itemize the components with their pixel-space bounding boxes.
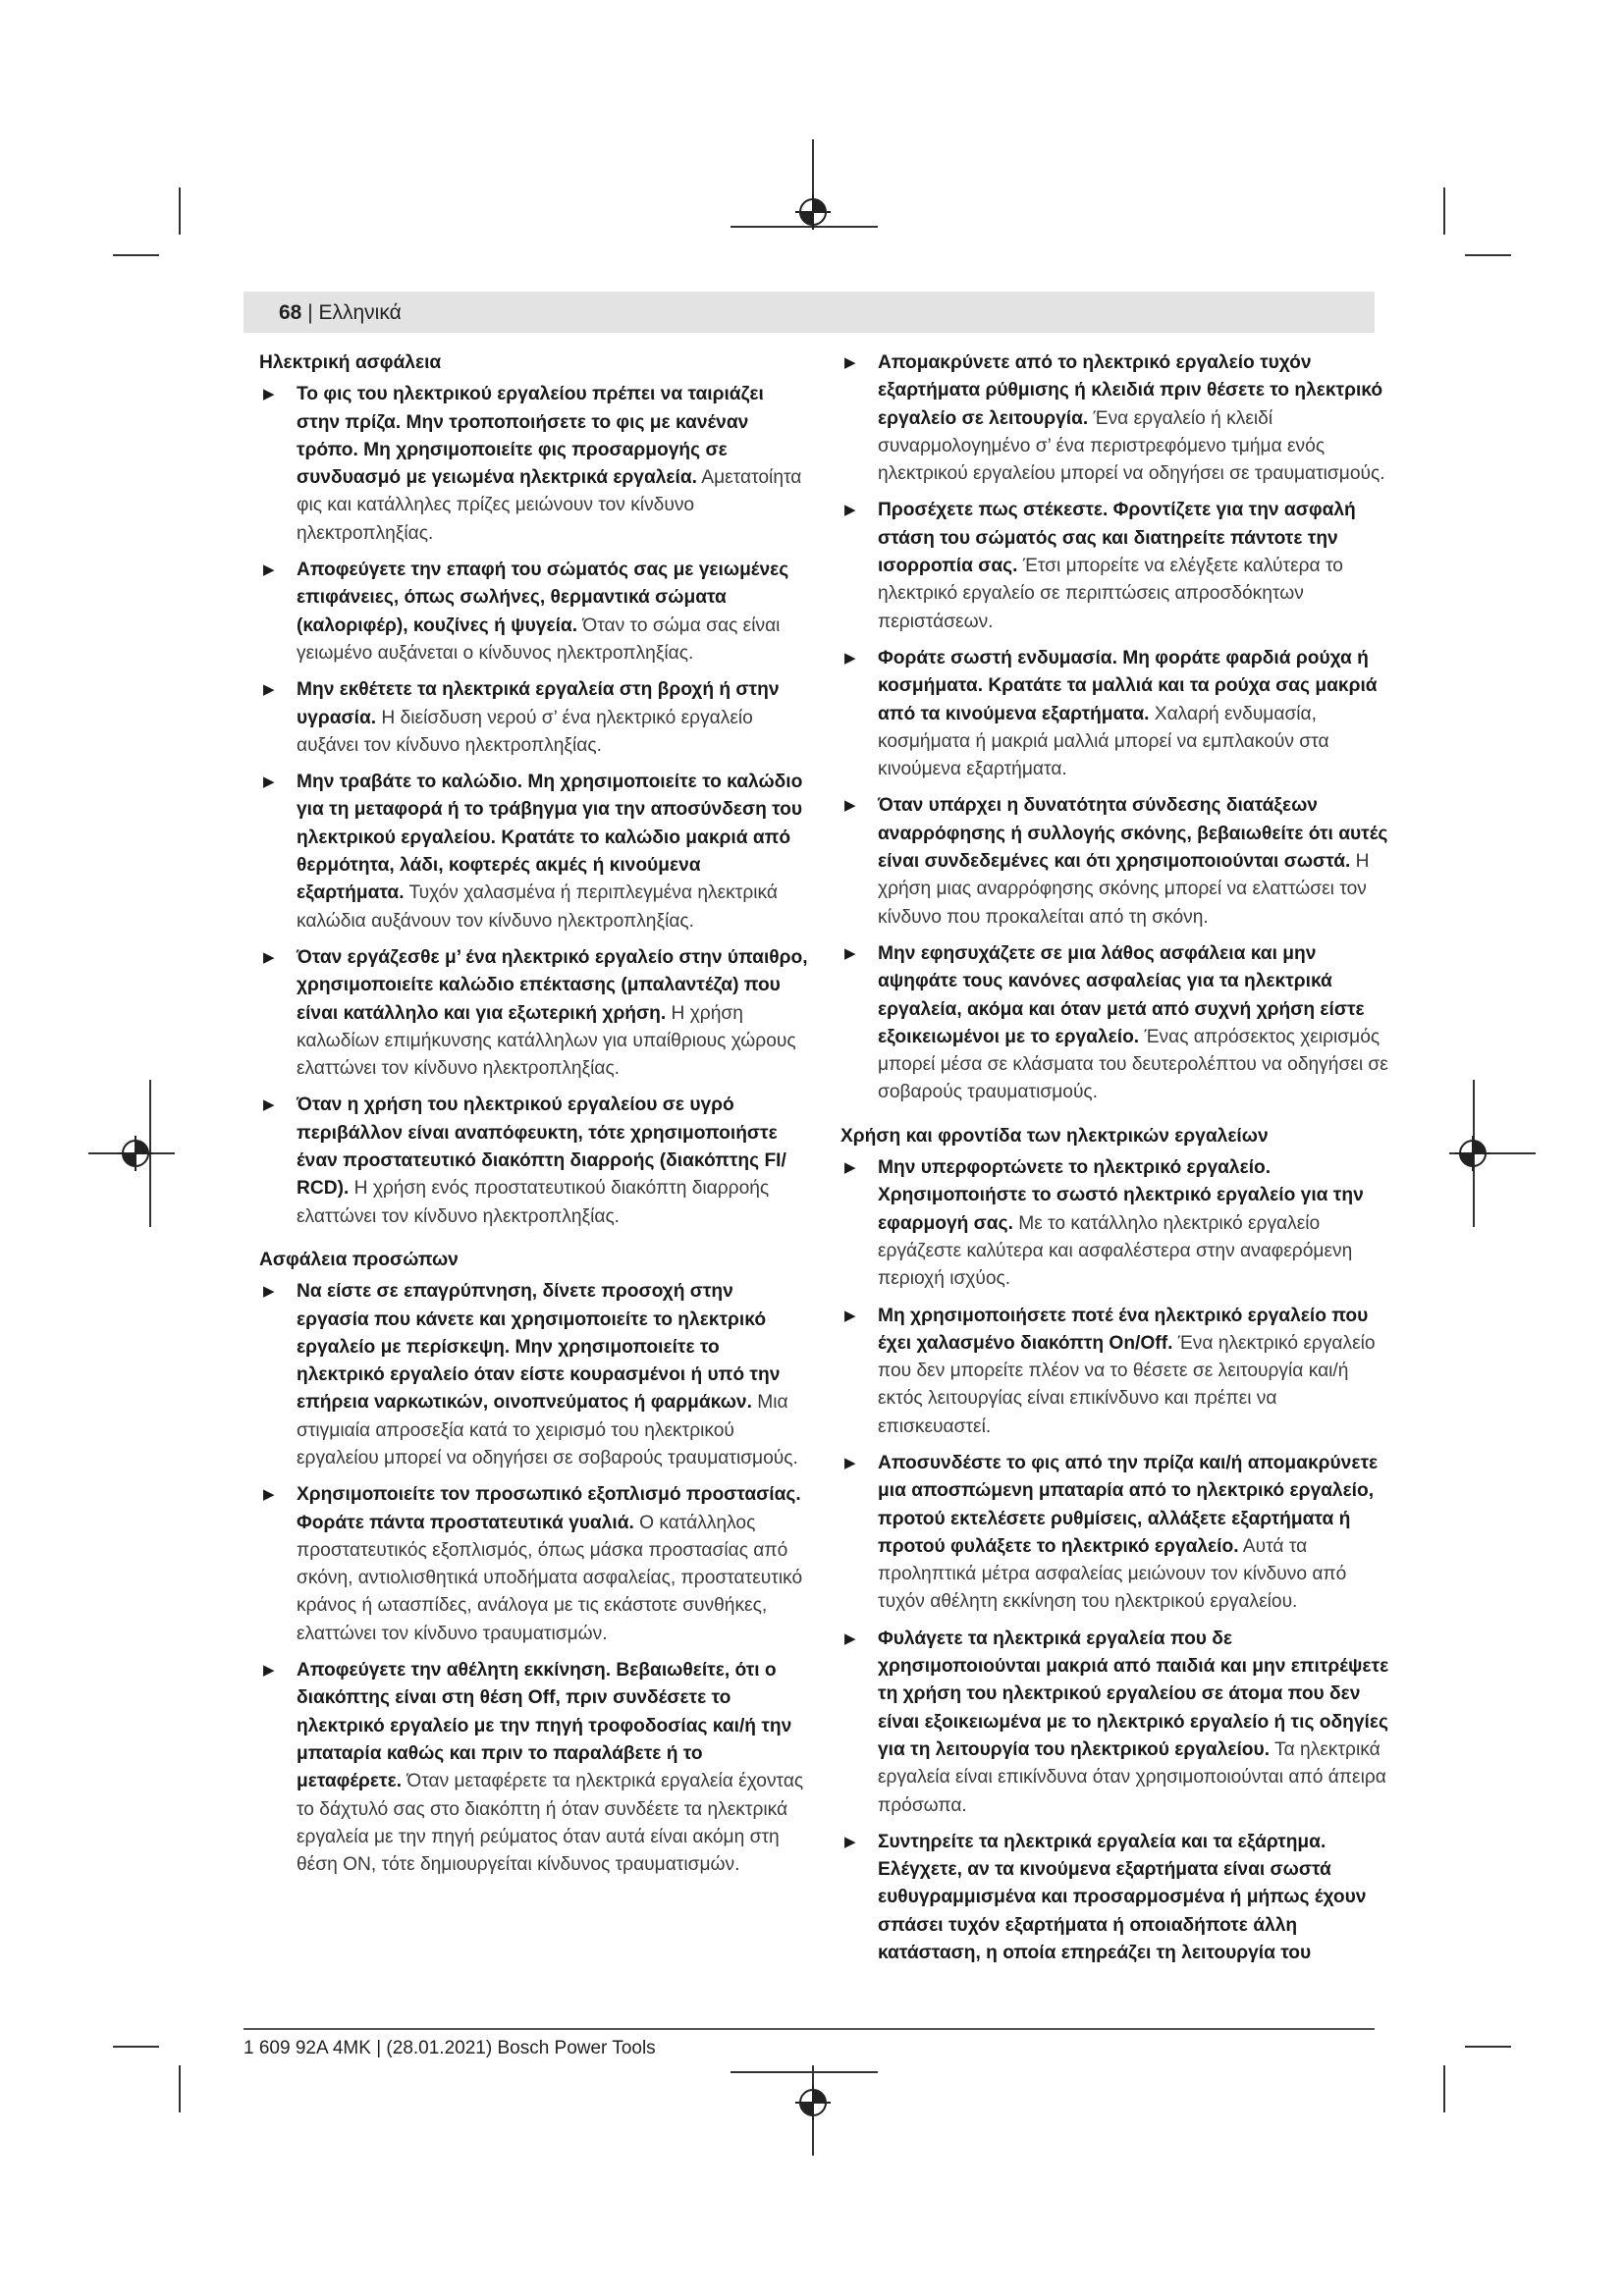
arrow-bullet-icon: ▶ bbox=[844, 944, 856, 962]
arrow-bullet-icon: ▶ bbox=[263, 1662, 275, 1680]
item-normal-text: Η χρήση ενός προστατευτικού διακόπτη διαρροής ελαττώνει τον κίνδυνο ηλεκτροπληξίας. bbox=[297, 1178, 770, 1227]
item-bold-text: Να είστε σε επαγρύπνηση, δίνετε προσοχή στην εργασία που κάνετε και χρησιμοποιείτε το ηλεκτρικό εργαλείο με περίσκεψη. Μην χρησιμοποιείτε το ηλεκτρικό εργαλείο όταν είστε κουρασμένοι ή υπό την επήρεια ναρκωτικών, οινοπνεύματος ή φαρμάκων. bbox=[297, 1281, 781, 1414]
item-bold-text: Όταν εργάζεσθε μ’ ένα ηλεκτρικό εργαλείο στην ύπαιθρο, χρησιμοποιείτε καλώδιο επέκτασης (μπαλαντέζα) που είναι κατάλληλο και για εξωτερική χρήση. bbox=[297, 946, 808, 1024]
page-header bbox=[279, 301, 402, 325]
section-title-electrical-safety: Ηλεκτρική ασφάλεια bbox=[259, 352, 442, 373]
item-bold-text: Όταν υπάρχει η δυνατότητα σύνδεσης διατάξεων αναρρόφησης ή συλλογής σκόνης, βεβαιωθείτε ότι αυτές είναι συνδεδεμένες και ότι χρησιμοποιούνται σωστά. bbox=[878, 795, 1388, 873]
safety-item bbox=[840, 1303, 1390, 1441]
crop-mark bbox=[1443, 187, 1445, 235]
header-language: Ελληνικά bbox=[318, 301, 402, 324]
arrow-bullet-icon: ▶ bbox=[844, 1629, 856, 1647]
safety-item bbox=[840, 349, 1390, 488]
arrow-bullet-icon: ▶ bbox=[844, 1307, 856, 1324]
safety-item bbox=[259, 557, 809, 667]
item-normal-text: Η χρήση μιας αναρρόφησης σκόνης μπορεί να ελαττώσει τον κίνδυνο που προκαλείται από τη σκόνη. bbox=[878, 851, 1370, 928]
crop-mark bbox=[1465, 254, 1511, 256]
crop-mark bbox=[1443, 2065, 1445, 2112]
crop-mark bbox=[113, 254, 159, 256]
item-normal-text: Αυτά τα προληπτικά μέτρα ασφαλείας μειώνουν τον κίνδυνο από τυχόν αθέλητη εκκίνηση του ηλεκτρικού εργαλείου. bbox=[878, 1535, 1347, 1613]
registration-target-icon bbox=[118, 1136, 153, 1171]
item-bold-text: Χρησιμοποιείτε τον προσωπικό εξοπλισμό προστασίας. Φοράτε πάντα προστατευτικά γυαλιά. bbox=[297, 1484, 801, 1533]
item-bold-text: Συντηρείτε τα ηλεκτρικά εργαλεία και τα εξάρτημα. Ελέγχετε, αν τα κινούμενα εξαρτήματα είναι σωστά ευθυγραμμισμένα και προσαρμοσμένα ή μήπως έχουν σπάσει τυχόν εξαρτήματα ή οποιαδήποτε άλλη κατάσταση, η οποία επηρεάζει τη λειτουργία του bbox=[878, 1831, 1367, 1964]
safety-item bbox=[840, 1154, 1390, 1293]
arrow-bullet-icon: ▶ bbox=[263, 1096, 275, 1114]
safety-item bbox=[259, 1278, 809, 1472]
item-bold-text: Μην υπερφορτώνετε το ηλεκτρικό εργαλείο. Χρησιμοποιήστε το σωστό ηλεκτρικό εργαλείο για την εφαρμογή σας. bbox=[878, 1157, 1364, 1234]
safety-item bbox=[840, 645, 1390, 783]
item-bold-text: Μην εφησυχάζετε σε μια λάθος ασφάλεια και μην αψηφάτε τους κανόνες ασφαλείας για τα ηλεκτρικά εργαλεία, ακόμα και όταν μετά από συχνή χρήση είστε εξοικειωμένοι με το εργαλείο. bbox=[878, 942, 1365, 1047]
arrow-bullet-icon: ▶ bbox=[844, 502, 856, 519]
arrow-bullet-icon: ▶ bbox=[844, 797, 856, 815]
safety-item bbox=[840, 792, 1390, 931]
item-normal-text: Η χρήση καλωδίων επιμήκυνσης κατάλληλων για υπαίθριους χώρους ελαττώνει τον κίνδυνο ηλεκτροπληξίας. bbox=[297, 1002, 796, 1080]
page-number: 68 bbox=[279, 301, 302, 324]
safety-item bbox=[259, 676, 809, 760]
item-normal-text: Ο κατάλληλος προστατευτικός εξοπλισμός, όπως μάσκα προστασίας από σκόνη, αντιολισθητικά υποδήματα ασφαλείας, προστατευτικό κράνος ή ωτασπίδες, ανάλογα με τις εκάστοτε συνθήκες, ελαττώνει τον κίνδυνο τραυματισμών. bbox=[297, 1512, 803, 1644]
item-normal-text: Ένα εργαλείο ή κλειδί συναρμολογημένο σ’ ένα περιστρεφόμενο τμήμα ενός ηλεκτρικού εργαλείου μπορεί να οδηγήσει σε τραυματισμούς. bbox=[878, 407, 1385, 485]
arrow-bullet-icon: ▶ bbox=[263, 561, 275, 579]
arrow-bullet-icon: ▶ bbox=[844, 1454, 856, 1471]
safety-item bbox=[259, 769, 809, 935]
item-bold-text: Προσέχετε πως στέκεστε. Φροντίζετε για την ασφαλή στάση του σώματός σας και διατηρείτε πάντοτε την ισορροπία σας. bbox=[878, 500, 1356, 577]
registration-target-icon bbox=[795, 194, 831, 230]
item-normal-text: Χαλαρή ενδυμασία, κοσμήματα ή μακριά μαλλιά μπορεί να εμπλακούν στα κινούμενα εξαρτήματα. bbox=[878, 703, 1329, 780]
item-normal-text: Όταν το σώμα σας είναι γειωμένο αυξάνεται ο κίνδυνος ηλεκτροπληξίας. bbox=[297, 614, 781, 664]
item-normal-text: Ένας απρόσεκτος χειρισμός μπορεί μέσα σε κλάσματα του δευτερολέπτου να οδηγήσει σε σοβαρούς τραυματισμούς. bbox=[878, 1026, 1388, 1103]
item-bold-text: Αποσυνδέστε το φις από την πρίζα και/ή απομακρύνετε μια αποσπώμενη μπαταρία από το ηλεκτρικό εργαλείο, προτού εκτελέσετε ρυθμίσεις, αλλάξετε εξαρτήματα ή προτού φυλάξετε το ηλεκτρικό εργαλείο. bbox=[878, 1452, 1379, 1557]
safety-item bbox=[259, 381, 809, 548]
item-normal-text: Η διείσδυση νερού σ’ ένα ηλεκτρικό εργαλείο αυξάνει τον κίνδυνο ηλεκτροπληξίας. bbox=[297, 707, 753, 756]
item-bold-text: Μη χρησιμοποιήσετε ποτέ ένα ηλεκτρικό εργαλείο που έχει χαλασμένο διακόπτη On/Off. bbox=[878, 1305, 1369, 1354]
item-normal-text: Με το κατάλληλο ηλεκτρικό εργαλείο εργάζεστε καλύτερα και ασφαλέστερα στην αναφερόμενη περιοχή ισχύος. bbox=[878, 1212, 1353, 1290]
arrow-bullet-icon: ▶ bbox=[263, 681, 275, 699]
item-normal-text: Τα ηλεκτρικά εργαλεία είναι επικίνδυνα όταν χρησιμοποιούνται από άπειρα πρόσωπα. bbox=[878, 1738, 1386, 1816]
item-normal-text: Τυχόν χαλασμένα ή περιπλεγμένα ηλεκτρικά καλώδια αυξάνουν τον κίνδυνο ηλεκτροπληξίας. bbox=[297, 882, 778, 932]
arrow-bullet-icon: ▶ bbox=[844, 649, 856, 667]
crop-mark bbox=[179, 187, 181, 235]
item-bold-text: Όταν η χρήση του ηλεκτρικού εργαλείου σε υγρό περιβάλλον είναι αναπόφευκτη, τότε χρησιμοποιήστε έναν προστατευτικό διακόπτη διαρροής (διακόπτης FI/ RCD). bbox=[297, 1095, 786, 1200]
left-column bbox=[259, 349, 809, 1888]
item-bold-text: Το φις του ηλεκτρικού εργαλείου πρέπει να ταιριάζει στην πρίζα. Μην τροποποιήσετε το φις με κανέναν τρόπο. Μη χρησιμοποιείτε φις προσαρμογής σε συνδυασμό με γειωμένα ηλεκτρικά εργαλεία. bbox=[297, 384, 764, 489]
item-normal-text: Μια στιγμιαία απροσεξία κατά το χειρισμό του ηλεκτρικού εργαλείου μπορεί να οδηγήσει σε σοβαρούς τραυματισμούς. bbox=[297, 1392, 798, 1468]
item-bold-text: Αποφεύγετε την επαφή του σώματός σας με γειωμένες επιφάνειες, όπως σωλήνες, θερμαντικά σώματα (καλοριφέρ), κουζίνες ή ψυγεία. bbox=[297, 560, 789, 636]
safety-item bbox=[259, 1092, 809, 1230]
item-normal-text: Έτσι μπορείτε να ελέγξετε καλύτερα το ηλεκτρικό εργαλείο σε περιπτώσεις απροσδόκητων περιστάσεων. bbox=[878, 556, 1343, 632]
crop-mark bbox=[113, 2046, 159, 2048]
item-bold-text: Φοράτε σωστή ενδυμασία. Μη φοράτε φαρδιά ρούχα ή κοσμήματα. Κρατάτε τα μαλλιά και τα ρούχα σας μακριά από τα κινούμενα εξαρτήματα. bbox=[878, 647, 1378, 724]
registration-target-icon bbox=[1455, 1136, 1490, 1171]
safety-item bbox=[840, 1829, 1390, 1967]
arrow-bullet-icon: ▶ bbox=[263, 1486, 275, 1504]
item-bold-text: Απομακρύνετε από το ηλεκτρικό εργαλείο τυχόν εξαρτήματα ρύθμισης ή κλειδιά πριν θέσετε το ηλεκτρικό εργαλείο σε λειτουργία. bbox=[878, 352, 1383, 429]
arrow-bullet-icon: ▶ bbox=[263, 1283, 275, 1301]
arrow-bullet-icon: ▶ bbox=[844, 1159, 856, 1177]
safety-item bbox=[840, 1626, 1390, 1820]
crop-mark bbox=[179, 2065, 181, 2112]
arrow-bullet-icon: ▶ bbox=[844, 1833, 856, 1850]
section-title-personal-safety: Ασφάλεια προσώπων bbox=[259, 1249, 459, 1270]
item-bold-text: Μην εκθέτετε τα ηλεκτρικά εργαλεία στη βροχή ή στην υγρασία. bbox=[297, 679, 780, 728]
header-separator: | bbox=[301, 301, 319, 324]
page-footer: 1 609 92A 4MK | (28.01.2021) Bosch Power Tools bbox=[244, 2038, 656, 2058]
footer-rule bbox=[244, 2028, 1375, 2030]
item-normal-text: Αμετατοίητα φις και κατάλληλες πρίζες μειώνουν τον κίνδυνο ηλεκτροπληξίας. bbox=[297, 467, 802, 544]
arrow-bullet-icon: ▶ bbox=[263, 948, 275, 966]
safety-item bbox=[259, 1657, 809, 1879]
safety-item bbox=[840, 1450, 1390, 1617]
crop-mark bbox=[1465, 2046, 1511, 2048]
item-normal-text: Όταν μεταφέρετε τα ηλεκτρικά εργαλεία έχοντας το δάχτυλό σας στο διακόπτη ή όταν συνδέετε τα ηλεκτρικά εργαλεία με την πηγή ρεύματος όταν αυτά είναι ακόμη στη θέση ON, τότε δημιουργείται κίνδυνος τραυματισμών. bbox=[297, 1771, 804, 1876]
section-title-tool-use-care: Χρήση και φροντίδα των ηλεκτρικών εργαλείων bbox=[840, 1125, 1269, 1147]
item-bold-text: Φυλάγετε τα ηλεκτρικά εργαλεία που δε χρησιμοποιούνται μακριά από παιδιά και μην επιτρέψετε τη χρήση του ηλεκτρικού εργαλείου σε άτομα που δεν είναι εξοικειωμένα με το ηλεκτρικό εργαλείο ή τις οδηγίες για τη λειτουργία του ηλεκτρικού εργαλείου. bbox=[878, 1628, 1389, 1760]
safety-item bbox=[840, 940, 1390, 1107]
page-header-bar bbox=[244, 292, 1375, 333]
item-normal-text: Ένα ηλεκτρικό εργαλείο που δεν μπορείτε πλέον να το θέσετε σε λειτουργία και/ή εκτός λειτουργίας είναι επικίνδυνο και πρέπει να επισκευαστεί. bbox=[878, 1332, 1376, 1437]
item-bold-text: Μην τραβάτε το καλώδιο. Μη χρησιμοποιείτε το καλώδιο για τη μεταφορά ή το τράβηγμα για την αποσύνδεση του ηλεκτρικού εργαλείου. Κρατάτε το καλώδιο μακριά από θερμότητα, λάδι, κοφτερές ακμές ή κινούμενα εξαρτήματα. bbox=[297, 772, 803, 904]
registration-target-icon bbox=[795, 2085, 831, 2120]
arrow-bullet-icon: ▶ bbox=[263, 386, 275, 403]
safety-item bbox=[840, 497, 1390, 635]
arrow-bullet-icon: ▶ bbox=[844, 354, 856, 371]
right-column bbox=[840, 349, 1390, 1976]
safety-item bbox=[259, 1481, 809, 1648]
registration-line bbox=[731, 2071, 878, 2073]
arrow-bullet-icon: ▶ bbox=[263, 774, 275, 791]
safety-item bbox=[259, 944, 809, 1083]
item-bold-text: Αποφεύγετε την αθέλητη εκκίνηση. Βεβαιωθείτε, ότι ο διακόπτης είναι στη θέση Off, πριν συνδέσετε το ηλεκτρικό εργαλείο με την πηγή τροφοδοσίας και/ή την μπαταρία καθώς και πριν το παραλάβετε ή το μεταφέρετε. bbox=[297, 1660, 792, 1792]
